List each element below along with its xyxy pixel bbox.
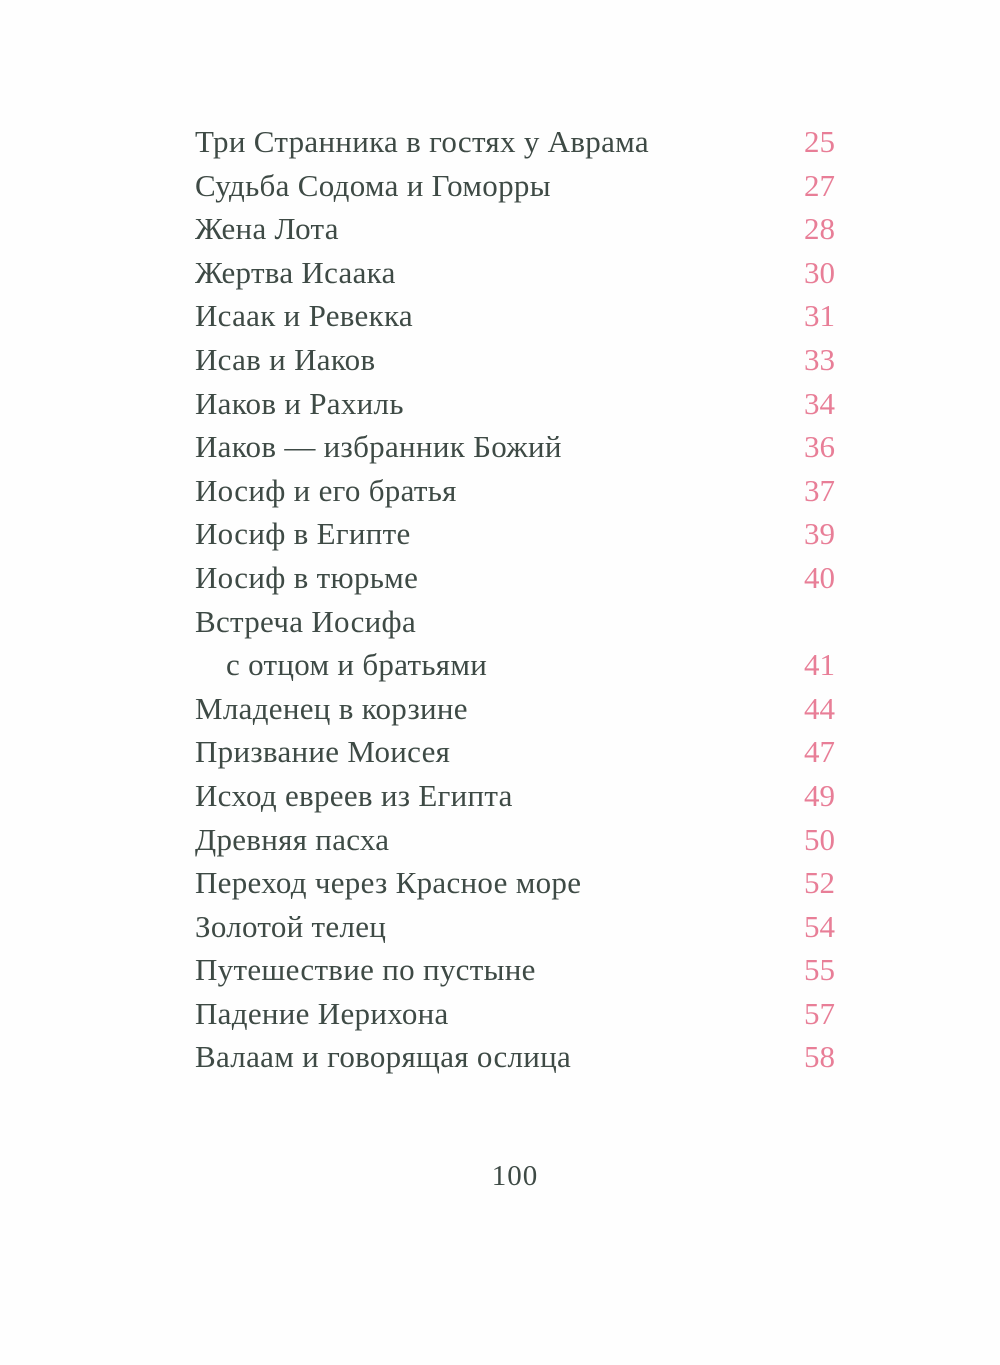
toc-row [195,818,835,862]
page-number-footer: 100 [491,1160,539,1192]
toc-title: Переход через Красное море [195,865,582,901]
toc-page-number: 36 [804,429,835,465]
toc-page-number: 27 [804,167,835,203]
toc-page-number: 58 [804,1039,835,1075]
toc-row [195,1035,835,1079]
toc-row [195,207,835,251]
toc-row [195,382,835,426]
toc-title: Три Странника в гостях у Аврама [195,124,649,159]
toc-title: Жертва Исаака [195,254,396,290]
toc-title: Иаков и Рахиль [195,385,404,421]
toc-page-number: 47 [804,734,835,770]
toc-page-number: 28 [804,211,835,247]
toc-row [195,338,835,382]
toc-page-number: 25 [804,124,835,159]
toc-page-number: 50 [804,821,835,857]
toc-row [195,687,835,731]
toc-title: Иосиф в тюрьме [195,559,419,595]
toc-row [195,425,835,469]
toc-page-number: 41 [804,647,835,683]
toc-title: Встреча Иосифа [195,603,417,639]
toc-row [195,861,835,905]
toc-title: Исав и Иаков [195,341,376,377]
toc-page-number: 49 [804,777,835,813]
toc-page-number: 52 [804,865,835,901]
toc-title: Призвание Моисея [195,734,451,770]
toc-row [195,556,835,600]
toc-page-number: 34 [804,385,835,421]
toc-row [195,730,835,774]
toc-page-number: 30 [804,254,835,290]
toc-row [195,948,835,992]
toc-title: Валаам и говорящая ослица [195,1039,572,1075]
toc-title: Иосиф в Египте [195,516,411,552]
toc-page-number: 33 [804,341,835,377]
toc-row [195,251,835,295]
toc-title: Судьба Содома и Гоморры [195,167,551,203]
toc-title: Младенец в корзине [195,690,468,726]
toc-title: Падение Иерихона [195,995,449,1031]
toc-title: Иосиф и его братья [195,472,457,508]
toc-page-number: 37 [804,472,835,508]
toc-row [195,164,835,208]
toc-page-number: 40 [804,559,835,595]
toc-title: Золотой телец [195,908,387,944]
toc-title: Исход евреев из Египта [195,777,513,813]
toc-title: Исаак и Ревекка [195,298,413,334]
toc-row [195,469,835,513]
toc-row [195,120,835,164]
toc-title: Иаков — избранник Божий [195,429,562,465]
toc-row [195,992,835,1036]
toc-page-number: 44 [804,690,835,726]
toc-page-number: 39 [804,516,835,552]
toc-title: Древняя пасха [195,821,390,857]
toc-title: Жена Лота [195,211,339,247]
toc-list [195,120,835,1079]
toc-title: с отцом и братьями [226,647,488,683]
toc-row [195,643,835,687]
toc-row [195,512,835,556]
toc-page-number: 55 [804,952,835,988]
toc-row [195,905,835,949]
toc-page-number: 31 [804,298,835,334]
toc-row [195,774,835,818]
toc-row [195,294,835,338]
toc-row [195,600,835,644]
toc-page-number: 54 [804,908,835,944]
toc-title: Путешествие по пустыне [195,952,536,988]
toc-page-number: 57 [804,995,835,1031]
